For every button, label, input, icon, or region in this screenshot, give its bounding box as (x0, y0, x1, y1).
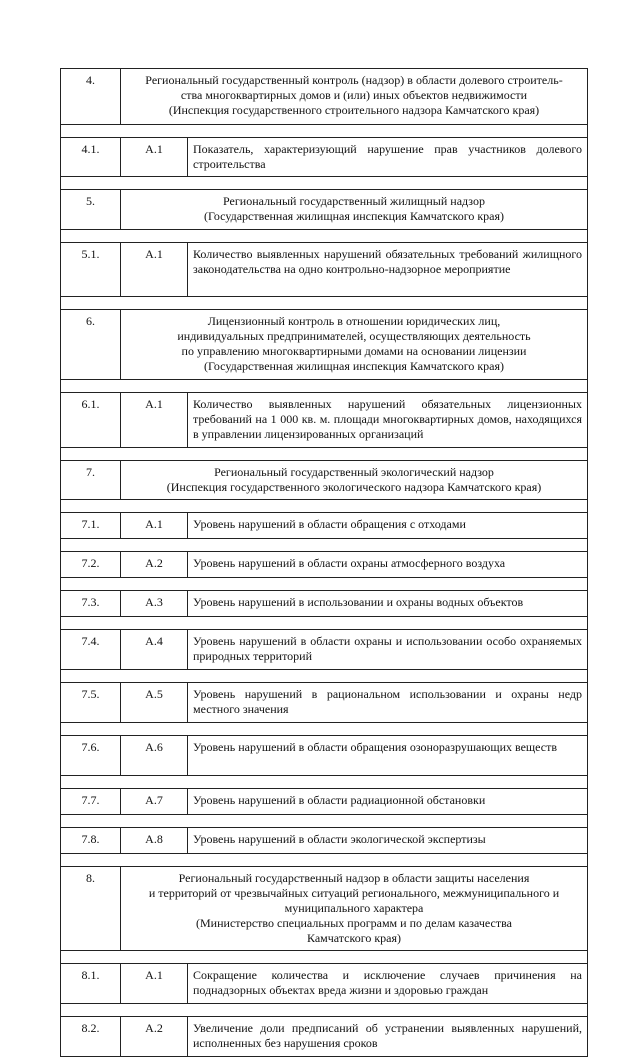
table-row (61, 1017, 588, 1057)
indicator-code: А.7 (121, 789, 188, 815)
row-gap (61, 670, 588, 683)
row-number: 7.7. (61, 789, 121, 815)
table-row (61, 828, 588, 854)
indicator-code: А.3 (121, 591, 188, 617)
indicator-description: Сокращение количества и исключение случаев причинения на поднадзорных объектах вреда жизни и здоровью граждан (188, 964, 588, 1004)
section-heading-line: Региональный государственный жилищный надзор (223, 194, 485, 208)
row-number: 5.1. (61, 243, 121, 297)
section-heading (121, 69, 588, 125)
row-separator (61, 448, 588, 461)
indicator-description: Уровень нарушений в области охраны атмосферного воздуха (188, 552, 588, 578)
indicator-description: Количество выявленных нарушений обязательных лицензионных требований на 1 000 кв. м. площади многоквартирных домов, находящихся в управлении лицензированных организаций (188, 393, 588, 448)
row-separator (61, 617, 588, 630)
row-separator (61, 670, 588, 683)
section-heading-line: Региональный государственный надзор в области защиты населения (178, 871, 530, 885)
row-gap (61, 951, 588, 964)
indicator-code: А.1 (121, 243, 188, 297)
section-heading-line: и территорий от чрезвычайных ситуаций регионального, межмуниципального и (148, 886, 560, 900)
section-row (61, 310, 588, 380)
row-gap (61, 776, 588, 789)
section-row (61, 190, 588, 230)
row-separator (61, 297, 588, 310)
indicator-code: А.6 (121, 736, 188, 776)
table-row (61, 552, 588, 578)
row-number: 8. (61, 867, 121, 951)
indicator-description: Уровень нарушений в области обращения озоноразрушающих веществ (188, 736, 588, 776)
row-number: 6.1. (61, 393, 121, 448)
section-heading-line: (Государственная жилищная инспекция Камчатского края) (204, 359, 504, 373)
indicator-code: А.2 (121, 1017, 188, 1057)
section-row (61, 461, 588, 500)
section-row (61, 69, 588, 125)
table-row (61, 138, 588, 177)
row-number: 7.4. (61, 630, 121, 670)
table-row (61, 683, 588, 723)
indicator-code: А.1 (121, 138, 188, 177)
table-row (61, 736, 588, 776)
indicator-code: А.1 (121, 964, 188, 1004)
row-number: 7.3. (61, 591, 121, 617)
table-row (61, 591, 588, 617)
row-number: 8.1. (61, 964, 121, 1004)
row-separator (61, 125, 588, 138)
section-heading-line: (Инспекция государственного строительного надзора Камчатского края) (168, 103, 540, 117)
row-separator (61, 854, 588, 867)
row-gap (61, 230, 588, 243)
indicator-description: Уровень нарушений в области радиационной обстановки (188, 789, 588, 815)
table-row (61, 393, 588, 448)
indicator-description: Уровень нарушений в области обращения с отходами (188, 513, 588, 539)
row-gap (61, 723, 588, 736)
row-gap (61, 177, 588, 190)
row-gap (61, 380, 588, 393)
row-separator (61, 177, 588, 190)
section-row (61, 867, 588, 951)
row-separator (61, 951, 588, 964)
section-heading-line: (Министерство специальных программ и по делам казачества (196, 916, 512, 930)
row-separator (61, 230, 588, 243)
row-separator (61, 1004, 588, 1017)
indicator-code: А.1 (121, 393, 188, 448)
row-gap (61, 500, 588, 513)
indicators-table (60, 68, 588, 1057)
indicator-code: А.1 (121, 513, 188, 539)
indicator-code: А.2 (121, 552, 188, 578)
row-separator (61, 380, 588, 393)
row-number: 4. (61, 69, 121, 125)
section-heading-line: ства многоквартирных домов и (или) иных объектов недвижимости (180, 88, 528, 102)
indicator-code: А.4 (121, 630, 188, 670)
indicator-description: Уровень нарушений в рациональном использовании и охраны недр местного значения (188, 683, 588, 723)
table-row (61, 243, 588, 297)
section-heading-line: Камчатского края) (306, 931, 402, 945)
row-gap (61, 539, 588, 552)
section-heading (121, 867, 588, 951)
table-row (61, 964, 588, 1004)
row-separator (61, 723, 588, 736)
row-separator (61, 578, 588, 591)
row-number: 7. (61, 461, 121, 500)
row-number: 7.5. (61, 683, 121, 723)
indicator-code: А.8 (121, 828, 188, 854)
row-gap (61, 617, 588, 630)
table-row (61, 789, 588, 815)
section-heading-line: муниципального характера (284, 901, 424, 915)
section-heading-line: по управлению многоквартирными домами на основании лицензии (181, 344, 527, 358)
row-separator (61, 500, 588, 513)
table-body (61, 69, 588, 1057)
indicator-description: Уровень нарушений в области охраны и использовании особо охраняемых природных территорий (188, 630, 588, 670)
indicator-code: А.5 (121, 683, 188, 723)
row-number: 8.2. (61, 1017, 121, 1057)
section-heading-line: Лицензионный контроль в отношении юридических лиц, (207, 314, 501, 328)
indicator-description: Показатель, характеризующий нарушение прав участников долевого строительства (188, 138, 588, 177)
row-separator (61, 776, 588, 789)
indicator-description: Уровень нарушений в использовании и охраны водных объектов (188, 591, 588, 617)
indicator-description: Количество выявленных нарушений обязательных требований жилищного законодательства на одно контрольно-надзорное мероприятие (188, 243, 588, 297)
row-gap (61, 297, 588, 310)
row-gap (61, 125, 588, 138)
section-heading (121, 461, 588, 500)
table-row (61, 513, 588, 539)
indicator-description: Увеличение доли предписаний об устранении выявленных нарушений, исполненных без нарушения сроков (188, 1017, 588, 1057)
row-gap (61, 578, 588, 591)
section-heading (121, 310, 588, 380)
row-number: 7.1. (61, 513, 121, 539)
section-heading (121, 190, 588, 230)
row-number: 4.1. (61, 138, 121, 177)
table-row (61, 630, 588, 670)
row-number: 6. (61, 310, 121, 380)
row-gap (61, 815, 588, 828)
row-number: 7.2. (61, 552, 121, 578)
row-number: 5. (61, 190, 121, 230)
indicator-description: Уровень нарушений в области экологической экспертизы (188, 828, 588, 854)
row-separator (61, 539, 588, 552)
row-gap (61, 1004, 588, 1017)
section-heading-line: Региональный государственный экологический надзор (214, 465, 494, 479)
section-heading-line: (Государственная жилищная инспекция Камчатского края) (204, 209, 504, 223)
row-number: 7.8. (61, 828, 121, 854)
row-gap (61, 448, 588, 461)
section-heading-line: индивидуальных предпринимателей, осуществляющих деятельность (177, 329, 531, 343)
row-number: 7.6. (61, 736, 121, 776)
row-separator (61, 815, 588, 828)
row-gap (61, 854, 588, 867)
section-heading-line: Региональный государственный контроль (надзор) в области долевого строитель- (145, 73, 563, 87)
section-heading-line: (Инспекция государственного экологического надзора Камчатского края) (166, 480, 542, 494)
